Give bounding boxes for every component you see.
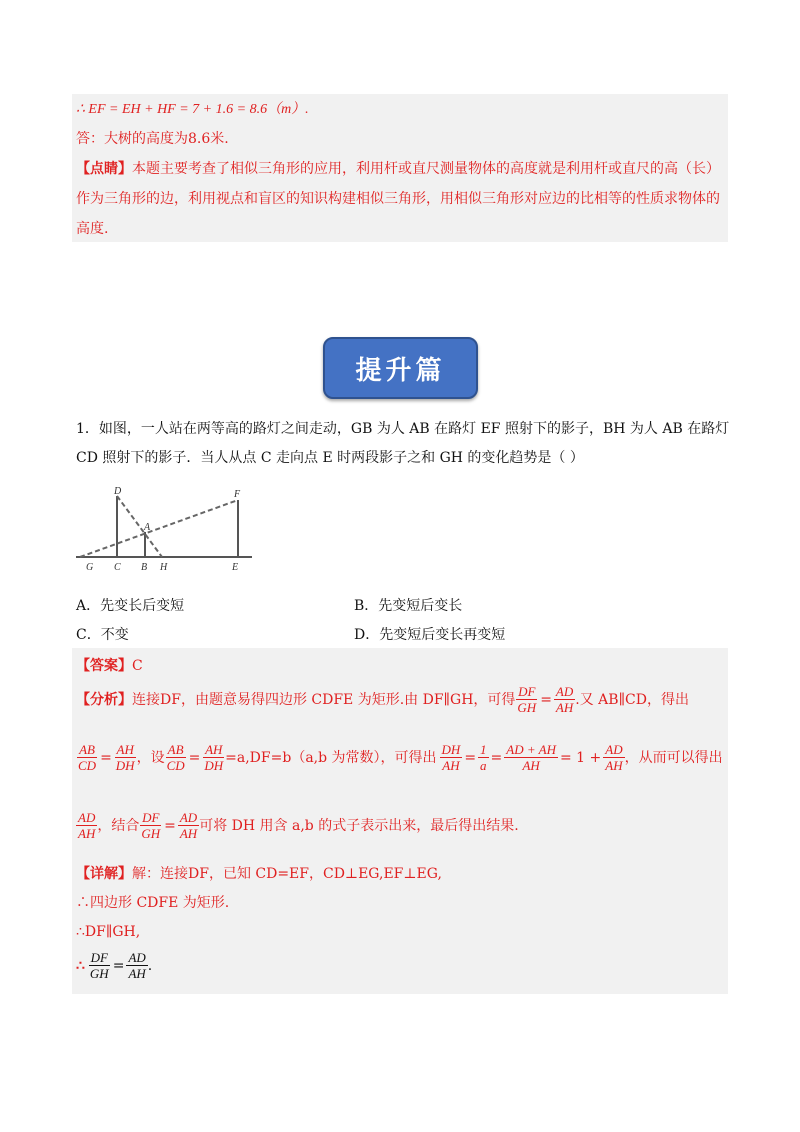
fraction-df-gh: $\frac{DF}{GH}$ <box>517 684 537 715</box>
answer-tag: 【答案】 <box>76 658 132 674</box>
section-title: 提升篇 <box>323 337 478 399</box>
analysis-line-1: 【分析】 连接DF，由题意易得四边形 CDFE 为矩形.由 DF∥GH，可得 $\frac{DF}{GH}$ = $\frac{AD}{AH}$ .又 AB∥CD，得出 <box>76 684 689 715</box>
label-E: E <box>232 562 239 573</box>
option-d[interactable]: D．先变短后变长再变短 <box>354 627 506 643</box>
option-a[interactable]: A．先变长后变短 <box>76 598 185 614</box>
comment-tag: 【点睛】 <box>76 161 132 177</box>
formula-line <box>76 99 309 120</box>
ray-dh <box>117 496 162 557</box>
answer-value: C <box>132 658 143 674</box>
analysis-text-1a: 连接DF，由题意易得四边形 CDFE 为矩形.由 DF∥GH，可得 <box>132 691 516 708</box>
answer-text: 答：大树的高度为8.6米. <box>76 131 229 147</box>
comment-line-2 <box>76 189 720 209</box>
analysis-line-3: $\frac{AD}{AH}$ ，结合 $\frac{DF}{GH}$ = $\frac{AD}{AH}$ 可将 DH 用含 a,b 的式子表示出来，最后得出结果. <box>78 810 519 841</box>
comment-text-3: 高度. <box>76 221 109 237</box>
ray-df <box>80 500 238 557</box>
label-F: F <box>234 489 241 500</box>
geometry-figure <box>72 482 272 574</box>
question-line-2: CD 照射下的影子．当人从点 C 走向点 E 时两段影子之和 GH 的变化趋势是（ ） <box>76 450 584 466</box>
answer-line <box>76 129 229 149</box>
comment-text-1: 本题主要考查了相似三角形的应用，利用杆或直尺测量物体的高度就是利用杆或直尺的高（长） <box>132 161 720 177</box>
comment-text-2: 作为三角形的边，利用视点和盲区的知识构建相似三角形，用相似三角形对应边的比相等的性质求物体的 <box>76 191 720 207</box>
option-c[interactable]: C．不变 <box>76 627 129 643</box>
label-H: H <box>160 562 168 573</box>
detail-line-4: ∴ $\frac{DF}{GH}$ = $\frac{AD}{AH}$ . <box>76 950 153 981</box>
analysis-text-1b: .又 AB∥CD，得出 <box>575 691 689 708</box>
formula-text: ∴ EF = EH + HF = 7 + 1.6 = 8.6（m）. <box>76 102 309 117</box>
comment-line-3 <box>76 219 108 239</box>
detail-line-1: 【详解】解：连接DF，已知 CD=EF，CD⊥EG,EF⊥EG, <box>76 866 442 882</box>
detail-tag: 【详解】 <box>76 866 132 882</box>
detail-line-3: ∴DF∥GH, <box>76 924 141 940</box>
detail-line-2: ∴四边形 CDFE 为矩形. <box>76 895 230 911</box>
answer-line-2 <box>76 656 143 676</box>
label-B: B <box>141 562 148 573</box>
fraction-ad-ah: $\frac{AD}{AH}$ <box>555 684 574 715</box>
label-C: C <box>114 562 121 573</box>
label-A: A <box>144 522 151 533</box>
label-D: D <box>114 486 122 497</box>
analysis-tag: 【分析】 <box>76 691 132 708</box>
question-line-1: 1．如图，一人站在两等高的路灯之间走动，GB 为人 AB 在路灯 EF 照射下的影子，BH 为人 AB 在路灯 <box>76 421 730 437</box>
option-b[interactable]: B．先变短后变长 <box>354 598 463 614</box>
comment-line-1 <box>76 159 720 179</box>
label-G: G <box>86 562 94 573</box>
analysis-line-2: $\frac{AB}{CD}$ = $\frac{AH}{DH}$ ，设 $\frac{AB}{CD}$ = $\frac{AH}{DH}$ =a,DF=b（a,b 为常数），可得出 $\frac{DH}{AH}$ = $\frac{1}{a}$ = $\frac{AD + AH}{AH}$ = 1 + $\frac{AD}{AH}$ ，从而可以得出 <box>78 742 723 773</box>
